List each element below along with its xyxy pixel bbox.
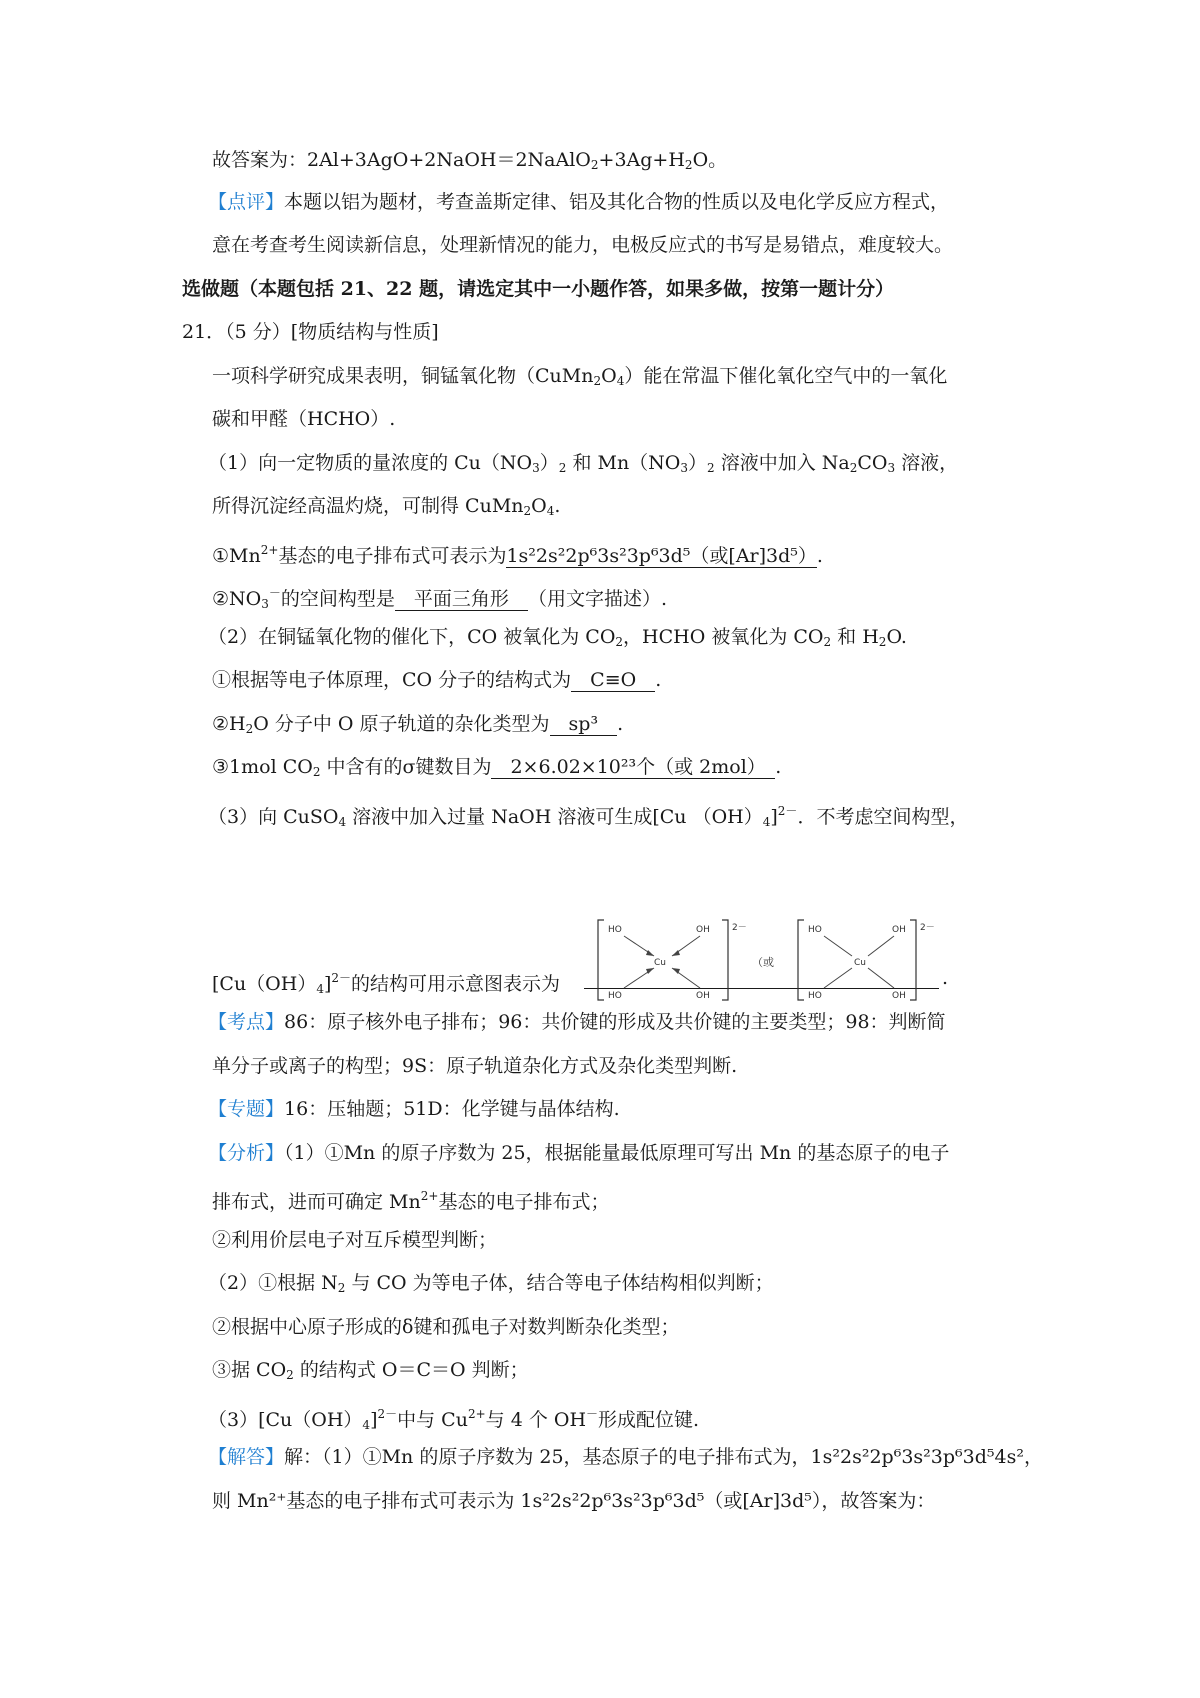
part1-line-1: （1）向一定物质的量浓度的 $Cu(NO_3)_2$ 和 $Mn(NO_3)_2$ 溶液中加入 $Na_2CO_3$ 溶液， [208,452,959,475]
diagram-ho: HO [608,925,622,935]
part1-line-2: 所得沉淀经高温灼烧，可制得 $CuMn_2O_4$. [212,495,561,518]
answer-blank: 1s²2s²2p⁶3s²3p⁶3d⁵（或[Ar]3d⁵） [506,545,817,567]
answer-blank: 2×6.02×10²³个（或 2mol） [491,756,776,778]
diagram-oh: OH [696,991,710,1001]
diagram-cu: Cu [654,958,666,968]
answer-blank: C≡O [571,669,656,691]
fenxi-line-1: 【分析】（1）①Mn 的原子序数为 25，根据能量最低原理可写出 Mn 的基态原子的电子 [208,1142,950,1164]
diagram-cu: Cu [854,958,866,968]
answer-blank: 平面三角形 [394,588,528,610]
diagram-or: （或 [752,956,774,969]
fenxi-tag: 【分析】 [208,1142,285,1164]
fenxi-line-3: ②利用价层电子对互斥模型判断； [212,1229,498,1251]
part1-q2: $②NO_3^-$的空间构型是 平面三角形 （用文字描述）. [212,586,667,611]
question-21-heading: 21．（5 分）[物质结构与性质] [182,321,439,343]
fenxi-line-5: ②根据中心原子形成的δ键和孤电子对数判断杂化类型； [212,1316,680,1338]
jieda-line-1: 【解答】解：（1）①Mn 的原子序数为 25，基态原子的电子排布式为，1s²2s²2p⁶3s²3p⁶3d⁵4s²， [208,1446,1043,1468]
diagram-ho: HO [808,991,822,1001]
answer-blank: sp³ [549,713,618,735]
answer-line: 故答案为：$2Al+3AgO+2NaOH=2NaAlO_2+3Ag+H_2O$。 [212,149,728,172]
intro-line-1: 一项科学研究成果表明，铜锰氧化物$(CuMn_2O_4)$能在常温下催化氧化空气中的一氧化 [212,365,948,388]
kaodian-cont: 单分子或离子的构型；9S：原子轨道杂化方式及杂化类型判断. [212,1055,738,1077]
diagram-ho: HO [808,925,822,935]
fenxi-line-2: 排布式，进而可确定 $Mn^{2+}$基态的电子排布式； [212,1189,610,1213]
fenxi-line-7: $(3)[Cu(OH)_4]^{2-}$中与 $Cu^{2+}$与 4 个 OH－形成配位键. [208,1407,700,1432]
review-line: 【点评】本题以铝为题材，考查盖斯定律、铝及其化合物的性质以及电化学反应方程式， [208,191,950,213]
part3-line-1: （3）向 CuSO$_4$ 溶液中加入过量 NaOH 溶液可生成[Cu $(OH)_4]^{2-}$．不考虑空间构型， [208,804,969,829]
zhuanti-line: 【专题】16：压轴题；51D：化学键与晶体结构. [208,1098,620,1120]
part2-q3: ③1mol $CO_2$ 中含有的σ键数目为 2×6.02×10²³个（或 2mol） . [212,756,782,779]
optional-heading: 选做题（本题包括 21、22 题，请选定其中一小题作答，如果多做，按第一题计分） [182,278,895,300]
kaodian-tag: 【考点】 [208,1011,285,1033]
review-cont: 意在考查考生阅读新信息，处理新情况的能力，电极反应式的书写是易错点，难度较大。 [212,234,954,256]
diagram-charge: 2－ [920,923,935,933]
jieda-line-2: 则 Mn²⁺基态的电子排布式可表示为 1s²2s²2p⁶3s²3p⁶3d⁵（或[Ar]3d⁵），故答案为： [212,1490,936,1512]
part3-line-2: $[Cu(OH)_4]^{2-}$的结构可用示意图表示为 [212,971,561,996]
part1-q1: $①Mn^{2+}$基态的电子排布式可表示为1s²2s²2p⁶3s²3p⁶3d⁵（或[Ar]3d⁵）. [212,543,823,567]
diagram-charge: 2－ [732,923,747,933]
kaodian-line: 【考点】86：原子核外电子排布；96：共价键的形成及共价键的主要类型；98：判断简 [208,1011,946,1033]
fenxi-line-6: ③据 $CO_2$ 的结构式 O＝C＝O 判断； [212,1359,529,1382]
part3-end: . [942,967,949,989]
fenxi-line-4: （2）①根据 $N_2$ 与 CO 为等电子体，结合等电子体结构相似判断； [208,1272,774,1295]
jieda-tag: 【解答】 [208,1446,285,1468]
cu-oh4-complex-diagram [596,918,935,1002]
zhuanti-tag: 【专题】 [208,1098,285,1120]
diagram-oh: OH [892,925,906,935]
part2-q1: ①根据等电子体原理，CO 分子的结构式为 C≡O . [212,669,662,691]
intro-line-2: 碳和甲醛（HCHO）. [212,408,396,430]
diagram-oh: OH [696,925,710,935]
diagram-oh: OH [892,991,906,1001]
diagram-ho: HO [608,991,622,1001]
part2-line: （2）在铜锰氧化物的催化下，CO 被氧化为 $CO_2$，HCHO 被氧化为 $CO_2$ 和 $H_2O$. [208,626,907,649]
review-tag: 【点评】 [208,191,285,213]
part2-q2: $②H_2O$ 分子中 O 原子轨道的杂化类型为 sp³ . [212,713,624,736]
